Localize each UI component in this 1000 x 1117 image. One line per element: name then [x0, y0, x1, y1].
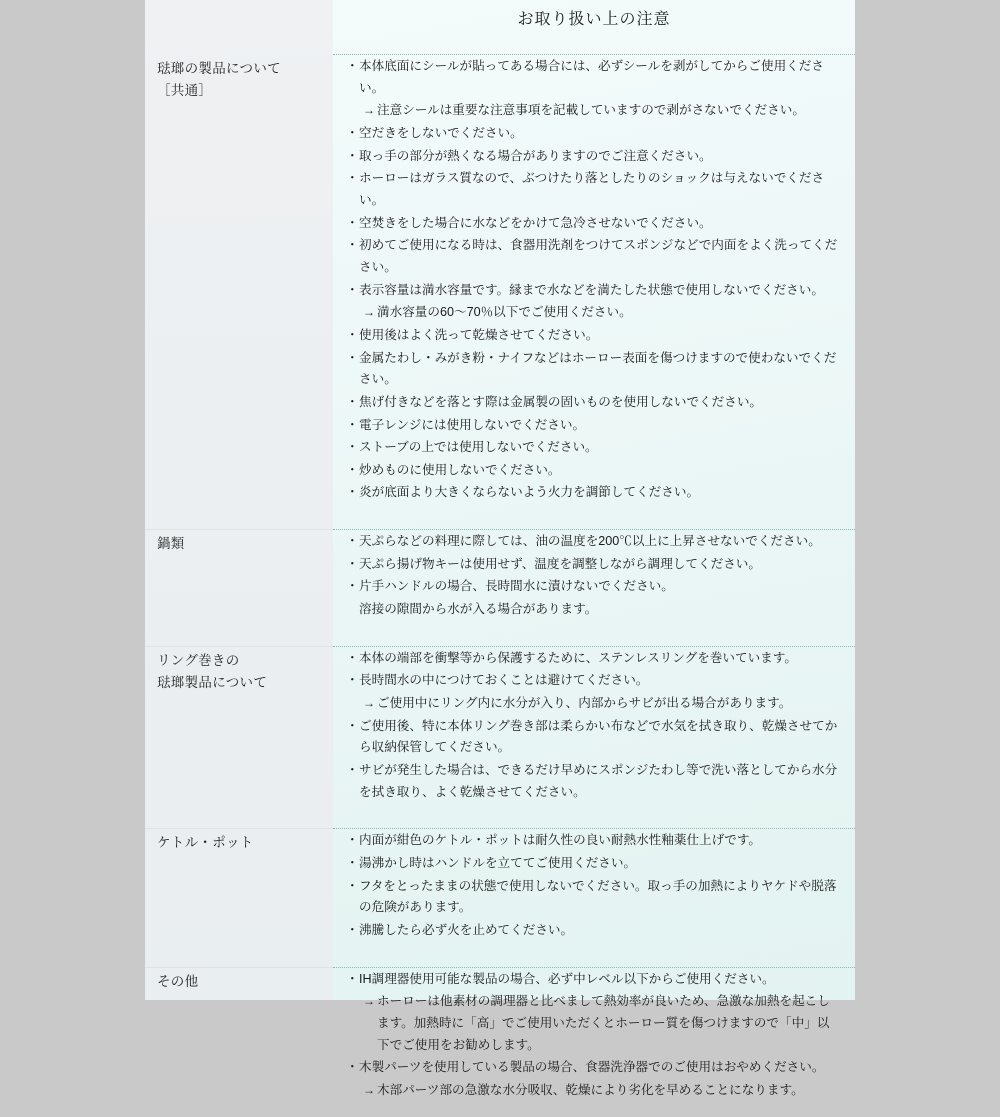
list-item: ・ 焦げ付きなどを落とす際は金属製の固いものを使用しないでください。: [347, 392, 841, 414]
section-heading-line: ケトル・ポット: [157, 835, 254, 851]
section-row: [145, 957, 855, 1117]
section-divider: [333, 967, 855, 968]
notice-list: [347, 969, 841, 1102]
section-heading-line: 鍋類: [157, 536, 185, 552]
list-item: ・ 天ぷらなどの料理に際しては、油の温度を200℃以上に上昇させないでください。: [347, 531, 841, 553]
section-divider: [333, 529, 855, 530]
notice-list: [347, 56, 841, 504]
section-divider: [333, 54, 855, 55]
section-heading: [145, 529, 333, 555]
section-body: [333, 967, 855, 1103]
section-body: [333, 529, 855, 622]
section-heading-line: 琺瑯の製品について: [157, 61, 281, 76]
page-title: お取り扱い上の注意: [517, 11, 671, 28]
section-body: [333, 54, 855, 505]
section-heading-line: 琺瑯製品について: [157, 675, 268, 691]
list-item: ・ 沸騰したら必ず火を止めてください。: [347, 920, 841, 942]
list-item: ・ 本体の端部を衝撃等から保護するために、ステンレスリングを巻いています。: [347, 648, 841, 670]
section-row: [145, 636, 855, 819]
list-item: → 満水容量の60〜70％以下でご使用ください。: [347, 302, 841, 324]
notice-list: [347, 531, 841, 621]
list-item: ・ 金属たわし・みがき粉・ナイフなどはホーロー表面を傷つけますので使わないでください。: [347, 348, 841, 391]
sections-container: [145, 0, 855, 1117]
list-item: → ホーローは他素材の調理器と比べまして熱効率が良いため、急激な加熱を起こします。加熱時に「高」でご使用いただくとホーロー質を傷つけますので「中」以下でご使用をお勧めします。: [347, 991, 841, 1056]
section-heading-line: ［共通］: [157, 83, 213, 99]
list-item: ・ 取っ手の部分が熱くなる場合がありますのでご注意ください。: [347, 146, 841, 168]
section-divider-left: [145, 967, 333, 968]
section-heading: [145, 646, 333, 695]
list-item: ・ ストーブの上では使用しないでください。: [347, 437, 841, 459]
list-item: ・ IH調理器使用可能な製品の場合、必ず中レベル以下からご使用ください。: [347, 969, 841, 991]
section-divider: [333, 646, 855, 647]
list-item: ・ 本体底面にシールが貼ってある場合には、必ずシールを剥がしてからご使用ください。: [347, 56, 841, 99]
list-item: ・ 湯沸かし時はハンドルを立ててご使用ください。: [347, 853, 841, 875]
section-heading-line: その他: [157, 973, 199, 989]
list-item: ・ 内面が紺色のケトル・ポットは耐久性の良い耐熱水性釉薬仕上げです。: [347, 830, 841, 852]
list-item: → 注意シールは重要な注意事項を記載していますので剥がさないでください。: [347, 100, 841, 122]
section-divider-left: [145, 646, 333, 647]
section-row: [145, 44, 855, 519]
notice-list: [347, 648, 841, 804]
list-item: ・ 初めてご使用になる時は、食器用洗剤をつけてスポンジなどで内面をよく洗ってください。: [347, 235, 841, 278]
section-heading: [145, 828, 333, 854]
list-item: ・ 長時間水の中につけておくことは避けてください。: [347, 670, 841, 692]
section-row: [145, 818, 855, 956]
list-item: ・ 炎が底面より大きくならないよう火力を調節してください。: [347, 482, 841, 504]
document-sheet: [145, 0, 855, 1097]
section-divider: [333, 828, 855, 829]
list-item: → 木部パーツ部の急激な水分吸収、乾燥により劣化を早めることになります。: [347, 1080, 841, 1102]
section-body: [333, 646, 855, 805]
list-item: ・ 電子レンジには使用しないでください。: [347, 415, 841, 437]
list-item: ・ 炒めものに使用しないでください。: [347, 460, 841, 482]
notice-list: [347, 830, 841, 941]
list-item: ・ 空焚きをした場合に水などをかけて急冷させないでください。: [347, 213, 841, 235]
list-item: ・ フタをとったままの状態で使用しないでください。取っ手の加熱によりヤケドや脱落の危険があります。: [347, 876, 841, 919]
list-item: ・ 空だきをしないでください。: [347, 123, 841, 145]
section-row: [145, 519, 855, 636]
list-item: ・ 使用後はよく洗って乾燥させてください。: [347, 325, 841, 347]
list-item: → ご使用中にリング内に水分が入り、内部からサビが出る場合があります。: [347, 693, 841, 715]
section-body: [333, 828, 855, 942]
list-item: ・ ご使用後、特に本体リング巻き部は柔らかい布などで水気を拭き取り、乾燥させてから収納保管してください。: [347, 716, 841, 759]
section-heading-line: リング巻きの: [157, 652, 240, 668]
list-item: ・ サビが発生した場合は、できるだけ早めにスポンジたわし等で洗い落としてから水分を拭き取り、よく乾燥させてください。: [347, 760, 841, 803]
section-heading: [145, 54, 333, 103]
list-item: ・ 片手ハンドルの場合、長時間水に漬けないでください。: [347, 576, 841, 598]
list-item: 溶接の隙間から水が入る場合があります。: [359, 602, 598, 617]
list-item: ・ 天ぷら揚げ物キーは使用せず、温度を調整しながら調理してください。: [347, 554, 841, 576]
list-item: ・ 木製パーツを使用している製品の場合、食器洗浄器でのご使用はおやめください。: [347, 1057, 841, 1079]
section-divider-left: [145, 529, 333, 530]
list-item: ・ ホーローはガラス質なので、ぶつけたり落としたりのショックは与えないでください。: [347, 168, 841, 211]
section-divider-left: [145, 828, 333, 829]
section-heading: [145, 967, 333, 993]
list-item: ・ 表示容量は満水容量です。縁まで水などを満たした状態で使用しないでください。: [347, 280, 841, 302]
